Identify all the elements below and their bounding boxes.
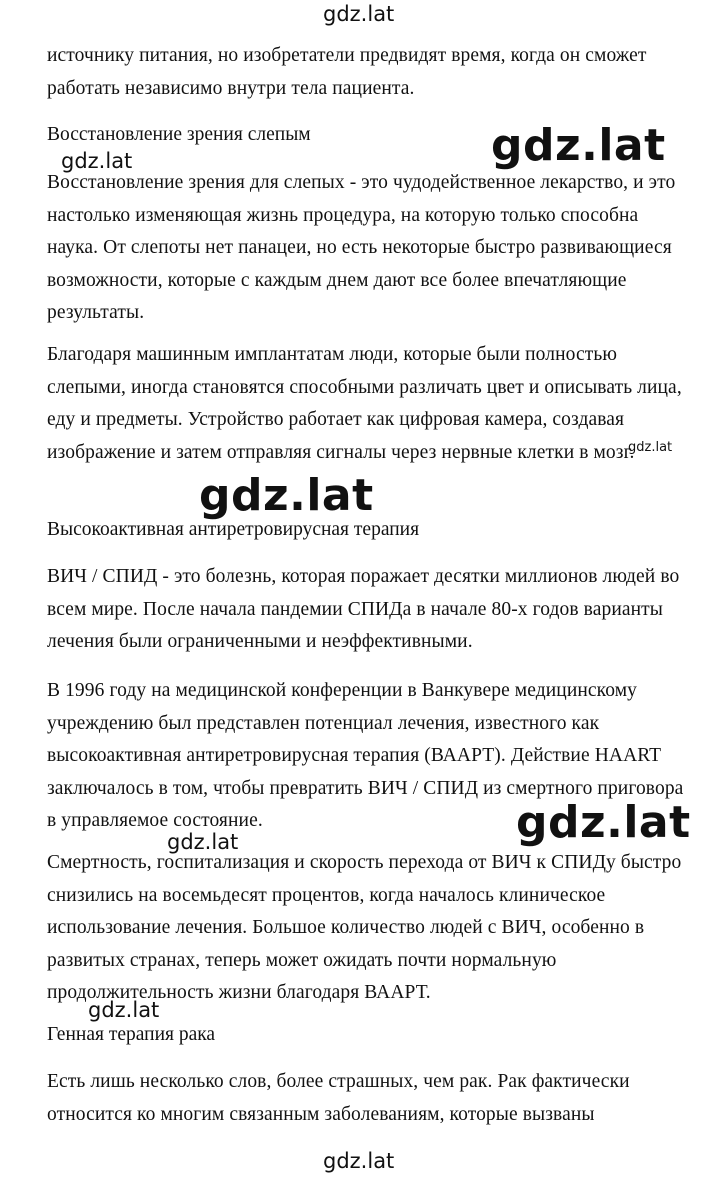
paragraph-haart-2: В 1996 году на медицинской конференции в Ванкувере медицинскому учреждению был представлен потенциал лечения, известного как высокоактивная антиретровирусная терапия (ВААРТ). Действие HAART заключалось в том, чтобы превратить ВИЧ / СПИД из смертного приговора в управляемое состояние. xyxy=(47,680,684,831)
watermark-small-left-1: gdz.lat xyxy=(61,149,133,173)
heading-vision-restoration: Восстановление зрения слепым xyxy=(47,124,311,145)
watermark-bottom: gdz.lat xyxy=(323,1149,395,1173)
paragraph-vision-2: Благодаря машинным имплантатам люди, которые были полностью слепыми, иногда становятся способными различать цвет и описывать лица, еду и предметы. Устройство работает как цифровая камера, создавая изображение и затем отправляя сигналы через нервные клетки в мозг. xyxy=(47,344,682,463)
paragraph-gene-therapy: Есть лишь несколько слов, более страшных, чем рак. Рак фактически относится ко многим связанным заболеваниям, которые вызваны xyxy=(47,1071,630,1125)
heading-gene-therapy: Генная терапия рака xyxy=(47,1024,216,1045)
paragraph-vision-1: Восстановление зрения для слепых - это чудодейственное лекарство, и это настолько изменяющая жизнь процедура, на которую только способна наука. От слепоты нет панацеи, но есть некоторые быстро развивающиеся возможности, которые с каждым днем дают все более впечатляющие результаты. xyxy=(47,172,676,323)
watermark-large-2: gdz.lat xyxy=(199,470,374,521)
paragraph-intro: источнику питания, но изобретатели предвидят время, когда он сможет работать независимо внутри тела пациента. xyxy=(47,45,647,99)
watermark-large-1: gdz.lat xyxy=(491,120,666,171)
watermark-tiny-right: gdz.lat xyxy=(628,440,673,455)
paragraph-haart-1: ВИЧ / СПИД - это болезнь, которая поражает десятки миллионов людей во всем мире. После начала пандемии СПИДа в начале 80-х годов варианты лечения были ограниченными и неэффективными. xyxy=(47,566,680,652)
paragraph-haart-3: Смертность, госпитализация и скорость перехода от ВИЧ к СПИДу быстро снизились на восемьдесят процентов, когда началось клиническое использование лечения. Большое количество людей с ВИЧ, особенно в развитых странах, теперь может ожидать почти нормальную продолжительность жизни благодаря ВААРТ. xyxy=(47,852,682,1003)
watermark-small-left-2: gdz.lat xyxy=(88,998,160,1022)
heading-haart: Высокоактивная антиретровирусная терапия xyxy=(47,519,420,540)
watermark-top: gdz.lat xyxy=(323,2,395,26)
watermark-large-3: gdz.lat xyxy=(516,797,691,848)
watermark-small-mid: gdz.lat xyxy=(167,830,239,854)
